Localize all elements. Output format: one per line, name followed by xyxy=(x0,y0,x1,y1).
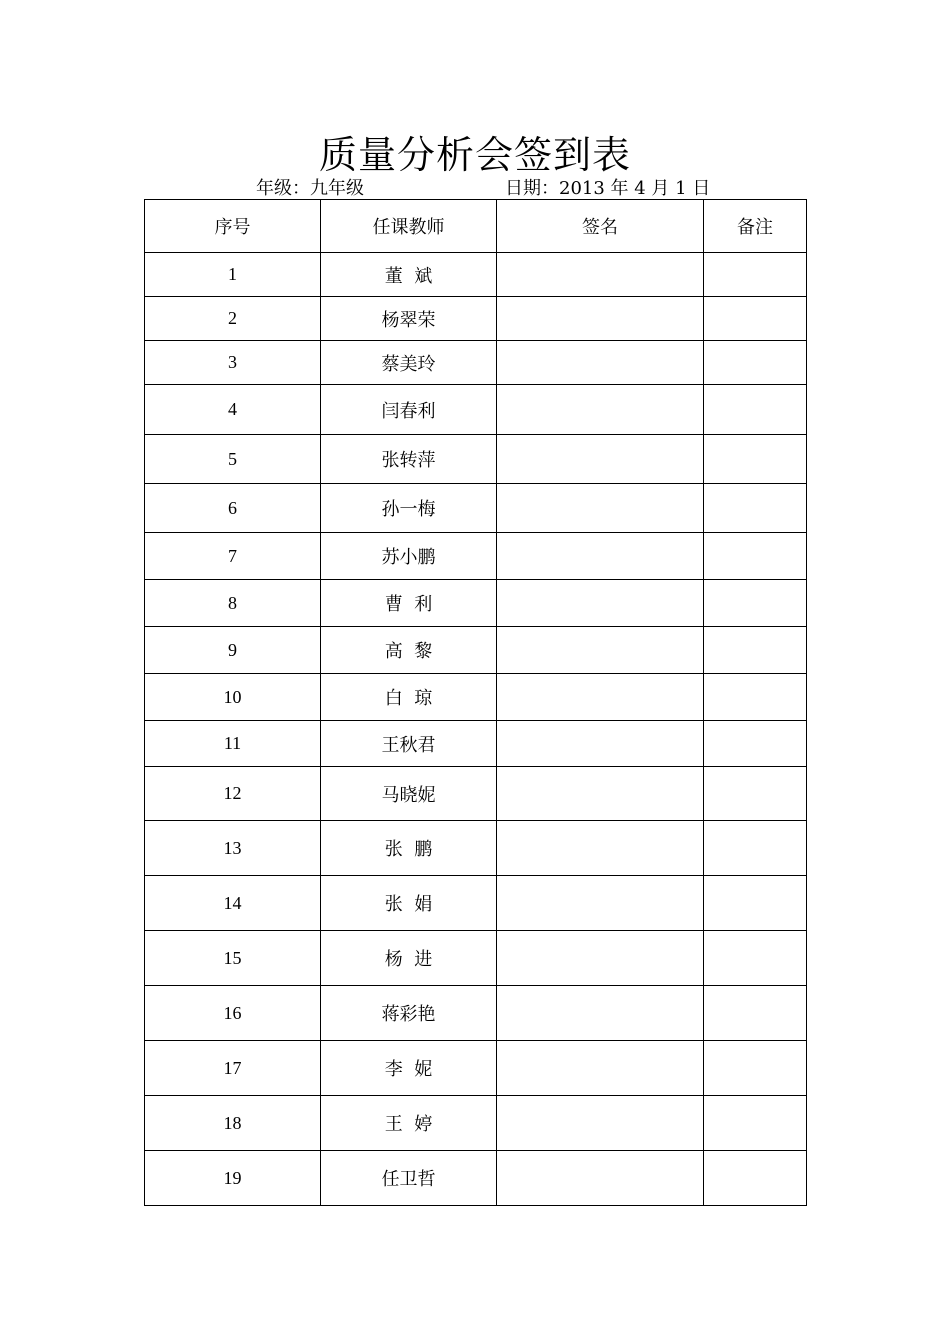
teacher-name-cell: 高 黎 xyxy=(321,627,497,674)
note-cell[interactable] xyxy=(704,341,807,385)
table-row xyxy=(145,627,807,674)
note-cell[interactable] xyxy=(704,253,807,297)
note-cell[interactable] xyxy=(704,674,807,721)
teacher-name-cell: 马晓妮 xyxy=(321,767,497,821)
row-number-cell: 16 xyxy=(145,986,321,1041)
signature-cell[interactable] xyxy=(497,1041,704,1096)
table-row xyxy=(145,1151,807,1206)
table-row xyxy=(145,297,807,341)
table-row xyxy=(145,767,807,821)
note-cell[interactable] xyxy=(704,767,807,821)
signature-cell[interactable] xyxy=(497,533,704,580)
table-row xyxy=(145,931,807,986)
signature-cell[interactable] xyxy=(497,1096,704,1151)
sign-in-table xyxy=(144,199,807,1206)
table-row xyxy=(145,253,807,297)
signature-cell[interactable] xyxy=(497,986,704,1041)
table-row xyxy=(145,533,807,580)
table-header-row xyxy=(145,200,807,253)
signature-cell[interactable] xyxy=(497,1151,704,1206)
row-number-cell: 6 xyxy=(145,484,321,533)
signature-cell[interactable] xyxy=(497,876,704,931)
teacher-name-cell: 王秋君 xyxy=(321,721,497,767)
teacher-name-cell: 苏小鹏 xyxy=(321,533,497,580)
note-cell[interactable] xyxy=(704,986,807,1041)
teacher-name-cell: 董 斌 xyxy=(321,253,497,297)
header-cell-teacher: 任课教师 xyxy=(321,200,497,253)
table-row xyxy=(145,674,807,721)
signature-cell[interactable] xyxy=(497,931,704,986)
teacher-name-cell: 王 婷 xyxy=(321,1096,497,1151)
signature-cell[interactable] xyxy=(497,297,704,341)
row-number-cell: 7 xyxy=(145,533,321,580)
row-number-cell: 17 xyxy=(145,1041,321,1096)
table-row xyxy=(145,580,807,627)
note-cell[interactable] xyxy=(704,1041,807,1096)
teacher-name-cell: 杨翠荣 xyxy=(321,297,497,341)
row-number-cell: 11 xyxy=(145,721,321,767)
signature-cell[interactable] xyxy=(497,484,704,533)
row-number-cell: 13 xyxy=(145,821,321,876)
teacher-name-cell: 杨 进 xyxy=(321,931,497,986)
row-number-cell: 19 xyxy=(145,1151,321,1206)
date-label: 日期：2013 年 4 月 1 日 xyxy=(505,178,711,199)
teacher-name-cell: 任卫哲 xyxy=(321,1151,497,1206)
row-number-cell: 10 xyxy=(145,674,321,721)
signature-cell[interactable] xyxy=(497,674,704,721)
row-number-cell: 4 xyxy=(145,385,321,435)
signature-cell[interactable] xyxy=(497,821,704,876)
teacher-name-cell: 白 琼 xyxy=(321,674,497,721)
header-cell-number: 序号 xyxy=(145,200,321,253)
table-row xyxy=(145,721,807,767)
teacher-name-cell: 曹 利 xyxy=(321,580,497,627)
row-number-cell: 12 xyxy=(145,767,321,821)
note-cell[interactable] xyxy=(704,1096,807,1151)
teacher-name-cell: 张转萍 xyxy=(321,435,497,484)
row-number-cell: 1 xyxy=(145,253,321,297)
note-cell[interactable] xyxy=(704,580,807,627)
table-row xyxy=(145,385,807,435)
note-cell[interactable] xyxy=(704,931,807,986)
header-cell-note: 备注 xyxy=(704,200,807,253)
note-cell[interactable] xyxy=(704,627,807,674)
note-cell[interactable] xyxy=(704,435,807,484)
teacher-name-cell: 张 鹏 xyxy=(321,821,497,876)
table-row xyxy=(145,435,807,484)
table-row xyxy=(145,1096,807,1151)
signature-cell[interactable] xyxy=(497,435,704,484)
teacher-name-cell: 孙一梅 xyxy=(321,484,497,533)
row-number-cell: 15 xyxy=(145,931,321,986)
row-number-cell: 9 xyxy=(145,627,321,674)
signature-cell[interactable] xyxy=(497,767,704,821)
note-cell[interactable] xyxy=(704,876,807,931)
note-cell[interactable] xyxy=(704,484,807,533)
signature-cell[interactable] xyxy=(497,385,704,435)
row-number-cell: 18 xyxy=(145,1096,321,1151)
table-row xyxy=(145,484,807,533)
grade-label: 年级：九年级 xyxy=(256,178,364,199)
note-cell[interactable] xyxy=(704,297,807,341)
signature-cell[interactable] xyxy=(497,253,704,297)
teacher-name-cell: 蔡美玲 xyxy=(321,341,497,385)
table-row xyxy=(145,821,807,876)
note-cell[interactable] xyxy=(704,821,807,876)
note-cell[interactable] xyxy=(704,533,807,580)
row-number-cell: 3 xyxy=(145,341,321,385)
header-cell-signature: 签名 xyxy=(497,200,704,253)
row-number-cell: 14 xyxy=(145,876,321,931)
row-number-cell: 8 xyxy=(145,580,321,627)
teacher-name-cell: 李 妮 xyxy=(321,1041,497,1096)
table-row xyxy=(145,341,807,385)
page-title: 质量分析会签到表 xyxy=(318,133,631,177)
note-cell[interactable] xyxy=(704,721,807,767)
signature-cell[interactable] xyxy=(497,627,704,674)
row-number-cell: 2 xyxy=(145,297,321,341)
signature-cell[interactable] xyxy=(497,580,704,627)
table-body xyxy=(145,253,807,1206)
signature-cell[interactable] xyxy=(497,341,704,385)
note-cell[interactable] xyxy=(704,385,807,435)
table-row xyxy=(145,986,807,1041)
table-row xyxy=(145,876,807,931)
row-number-cell: 5 xyxy=(145,435,321,484)
teacher-name-cell: 蒋彩艳 xyxy=(321,986,497,1041)
teacher-name-cell: 闫春利 xyxy=(321,385,497,435)
teacher-name-cell: 张 娟 xyxy=(321,876,497,931)
signature-cell[interactable] xyxy=(497,721,704,767)
table-row xyxy=(145,1041,807,1096)
note-cell[interactable] xyxy=(704,1151,807,1206)
